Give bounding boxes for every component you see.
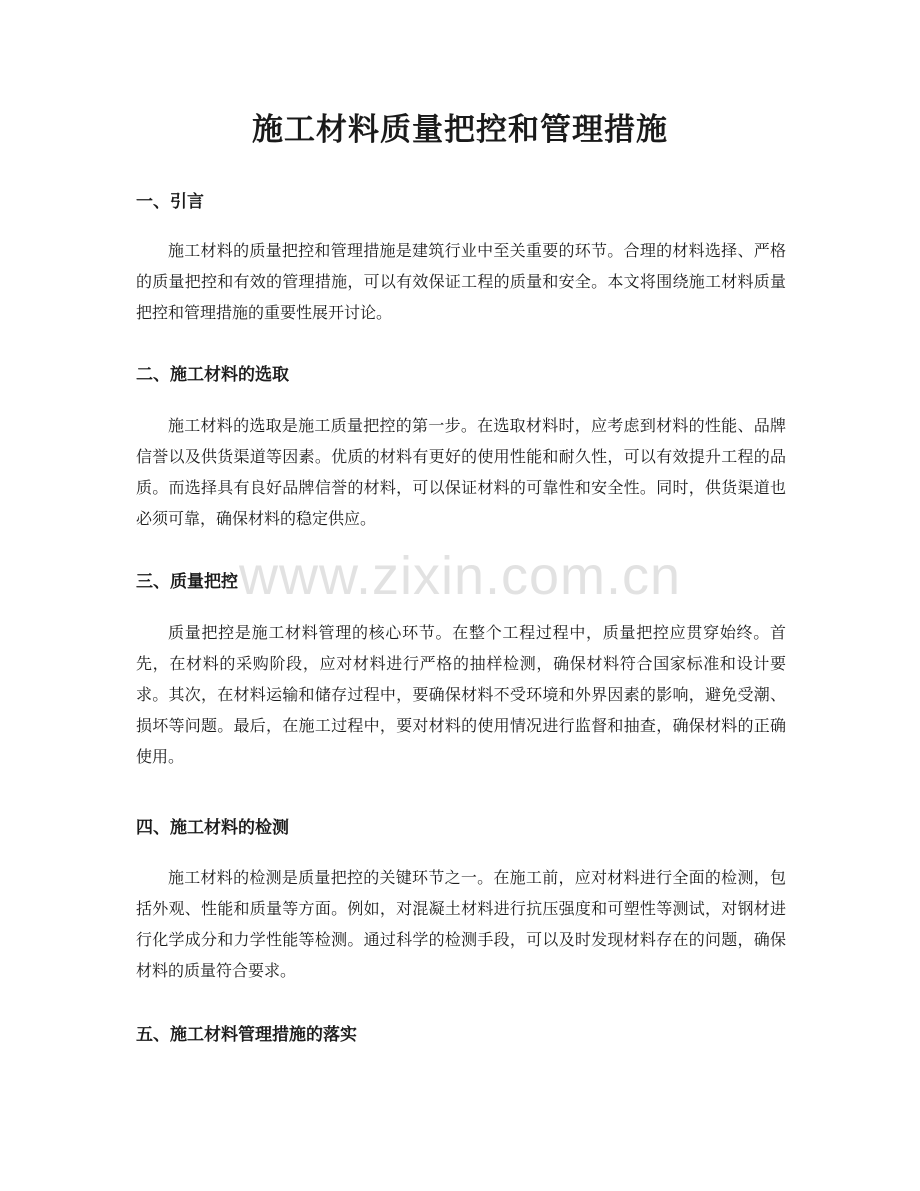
section-paragraph-quality-control: 质量把控是施工材料管理的核心环节。在整个工程过程中，质量把控应贯穿始终。首先，在材料的采购阶段，应对材料进行严格的抽样检测，确保材料符合国家标准和设计要求。其次，在材料运输和储存过程中，要确保材料不受环境和外界因素的影响，避免受潮、损坏等问题。最后，在施工过程中，要对材料的使用情况进行监督和抽查，确保材料的正确使用。 <box>136 623 786 766</box>
watermark: www.zixin.com.cn <box>238 546 682 606</box>
section-paragraph-material-selection: 施工材料的选取是施工质量把控的第一步。在选取材料时，应考虑到材料的性能、品牌信誉以及供货渠道等因素。优质的材料有更好的使用性能和耐久性，可以有效提升工程的品质。而选择具有良好品牌信誉的材料，可以保证材料的可靠性和安全性。同时，供货渠道也必须可靠，确保材料的稳定供应。 <box>136 416 786 528</box>
section-heading-material-selection: 二、施工材料的选取 <box>136 365 289 385</box>
section-paragraph-material-testing: 施工材料的检测是质量把控的关键环节之一。在施工前，应对材料进行全面的检测，包括外观、性能和质量等方面。例如，对混凝土材料进行抗压强度和可塑性等测试，对钢材进行化学成分和力学性能等检测。通过科学的检测手段，可以及时发现材料存在的问题，确保材料的质量符合要求。 <box>136 868 786 980</box>
section-heading-material-testing: 四、施工材料的检测 <box>136 818 289 838</box>
section-heading-quality-control: 三、质量把控 <box>136 572 238 592</box>
section-paragraph-introduction: 施工材料的质量把控和管理措施是建筑行业中至关重要的环节。合理的材料选择、严格的质量把控和有效的管理措施，可以有效保证工程的质量和安全。本文将围绕施工材料质量把控和管理措施的重要性展开讨论。 <box>136 241 786 322</box>
document-title: 施工材料质量把控和管理措施 <box>252 112 668 148</box>
section-heading-introduction: 一、引言 <box>136 192 204 212</box>
section-heading-management-implementation: 五、施工材料管理措施的落实 <box>136 1025 357 1045</box>
